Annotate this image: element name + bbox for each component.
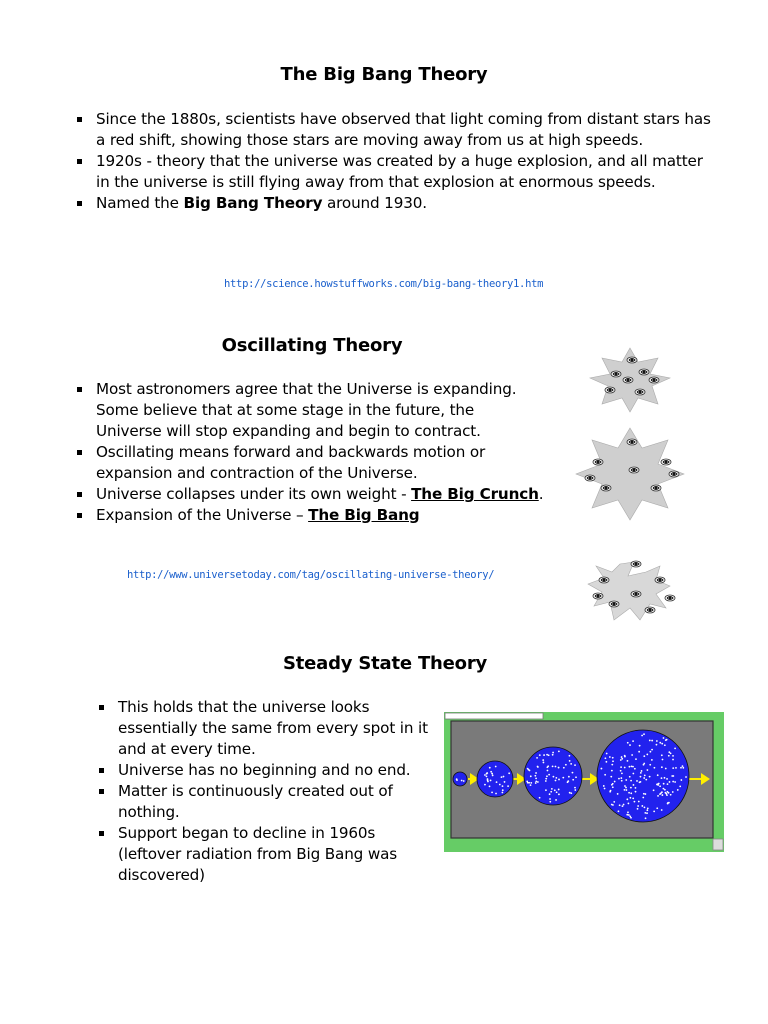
star-dot [646, 769, 648, 771]
star-dot [628, 792, 630, 794]
star-dot [537, 781, 539, 783]
star-dot [627, 742, 629, 744]
star-dot [502, 785, 504, 787]
star-dot [641, 735, 643, 737]
star-dot [612, 786, 614, 788]
star-dot [556, 791, 558, 793]
star-dot [484, 784, 486, 786]
star-dot [545, 780, 547, 782]
star-dot [463, 780, 465, 782]
star-dot [504, 781, 506, 783]
steady-state-bullets [96, 697, 441, 886]
star-dot [552, 754, 554, 756]
star-dot [548, 754, 550, 756]
star-dot [640, 776, 642, 778]
star-dot [621, 772, 623, 774]
oscillating-source-link[interactable]: http://www.universetoday.com/tag/oscillating-universe-theory/ [127, 569, 495, 581]
star-dot [672, 759, 674, 761]
star-dot [674, 781, 676, 783]
star-dot [674, 747, 676, 749]
star-dot [661, 777, 663, 779]
star-dot [609, 791, 611, 793]
star-dot [610, 776, 612, 778]
star-dot [632, 797, 634, 799]
star-dot [661, 794, 663, 796]
big-bang-source-link[interactable]: http://science.howstuffworks.com/big-bang-theory1.htm [224, 278, 544, 290]
star-dot [490, 780, 492, 782]
star-dot [646, 812, 648, 814]
star-dot [649, 751, 651, 753]
star-dot [663, 783, 665, 785]
star-dot [555, 777, 557, 779]
bullet-text: . [538, 485, 544, 503]
star-dot [492, 775, 494, 777]
star-dot [664, 744, 666, 746]
star-dot [667, 783, 669, 785]
bullet-text: around 1930. [322, 194, 427, 212]
star-dot [534, 775, 536, 777]
star-dot [644, 793, 646, 795]
star-dot [626, 789, 628, 791]
star-dot [628, 814, 630, 816]
star-dot [634, 801, 636, 803]
star-dot [572, 779, 574, 781]
star-dot [549, 801, 551, 803]
star-dot [641, 805, 643, 807]
star-dot [659, 793, 661, 795]
star-dot [685, 776, 687, 778]
bullet-text: Expansion of the Universe – [96, 506, 309, 524]
star-dot [649, 776, 651, 778]
star-dot [630, 817, 632, 819]
star-dot [487, 779, 489, 781]
star-dot [562, 777, 564, 779]
star-dot [489, 785, 491, 787]
star-dot [630, 780, 632, 782]
star-dot [539, 754, 541, 756]
star-dot [567, 780, 569, 782]
star-dot [664, 777, 666, 779]
star-dot [539, 797, 541, 799]
star-dot [558, 793, 560, 795]
star-dot [666, 778, 668, 780]
star-dot [643, 777, 645, 779]
star-dot [617, 793, 619, 795]
star-dot [643, 793, 645, 795]
star-dot [677, 789, 679, 791]
galaxy-cluster-contracted [590, 348, 670, 412]
star-dot [671, 775, 673, 777]
star-dot [555, 799, 557, 801]
star-dot [668, 792, 670, 794]
star-dot [654, 767, 656, 769]
star-dot [630, 787, 632, 789]
bullet-text: Universe collapses under its own weight - [96, 485, 412, 503]
galaxy-cluster-expanded [576, 428, 684, 520]
star-dot [672, 781, 674, 783]
list-item: This holds that the universe looks essentially the same from every spot in it and at every time. [96, 697, 441, 760]
star-dot [558, 789, 560, 791]
star-dot [635, 791, 637, 793]
star-dot [670, 794, 672, 796]
star-dot [486, 776, 488, 778]
big-bang-bullets [74, 109, 714, 214]
star-dot [672, 791, 674, 793]
star-dot [635, 758, 637, 760]
star-dot [530, 775, 532, 777]
star-dot [643, 763, 645, 765]
star-dot [489, 767, 491, 769]
star-dot [651, 740, 653, 742]
star-dot [656, 744, 658, 746]
star-dot [563, 767, 565, 769]
star-dot [623, 804, 625, 806]
star-dot [633, 784, 635, 786]
star-dot [611, 764, 613, 766]
star-dot [558, 767, 560, 769]
star-dot [646, 754, 648, 756]
star-dot [644, 806, 646, 808]
bullet-text: Named the [96, 194, 184, 212]
list-item: Oscillating means forward and backwards motion or expansion and contraction of the Universe. [74, 442, 544, 484]
list-item: 1920s - theory that the universe was created by a huge explosion, and all matter in the universe is still flying away from that explosion at enormous speeds. [74, 151, 714, 193]
star-dot [632, 773, 634, 775]
star-dot [545, 789, 547, 791]
star-dot [535, 780, 537, 782]
star-dot [644, 812, 646, 814]
oscillating-title: Oscillating Theory [221, 335, 403, 356]
star-dot [490, 771, 492, 773]
star-dot [491, 773, 493, 775]
star-dot [569, 792, 571, 794]
star-dot [574, 789, 576, 791]
star-dot [574, 787, 576, 789]
star-dot [611, 770, 613, 772]
star-dot [618, 778, 620, 780]
star-dot [635, 787, 637, 789]
star-dot [554, 789, 556, 791]
star-dot [570, 792, 572, 794]
list-item [74, 484, 544, 505]
star-dot [569, 760, 571, 762]
star-dot [535, 777, 537, 779]
star-dot [546, 775, 548, 777]
star-dot [568, 776, 570, 778]
star-dot [643, 733, 645, 735]
star-dot [547, 770, 549, 772]
star-dot [653, 811, 655, 813]
star-dot [501, 776, 503, 778]
star-dot [638, 801, 640, 803]
star-dot [491, 791, 493, 793]
star-dot [665, 768, 667, 770]
star-dot [551, 788, 553, 790]
star-dot [636, 780, 638, 782]
star-dot [639, 745, 641, 747]
star-dot [661, 791, 663, 793]
star-dot [644, 775, 646, 777]
big-bang-title: The Big Bang Theory [280, 64, 488, 85]
star-dot [682, 767, 684, 769]
star-dot [624, 767, 626, 769]
star-dot [508, 772, 510, 774]
star-dot [682, 765, 684, 767]
star-dot [657, 774, 659, 776]
star-dot [624, 785, 626, 787]
steady-state-title: Steady State Theory [282, 653, 488, 674]
star-dot [601, 768, 603, 770]
star-dot [645, 817, 647, 819]
star-dot [638, 751, 640, 753]
bullet-bold-term: The Big Crunch [411, 485, 539, 503]
star-dot [552, 765, 554, 767]
star-dot [503, 776, 505, 778]
star-dot [675, 767, 677, 769]
star-dot [621, 756, 623, 758]
star-dot [553, 776, 555, 778]
star-dot [662, 759, 664, 761]
star-dot [661, 754, 663, 756]
star-dot [665, 739, 667, 741]
star-dot [613, 801, 615, 803]
star-dot [552, 752, 554, 754]
star-dot [646, 809, 648, 811]
list-item [74, 505, 544, 526]
star-dot [645, 779, 647, 781]
star-dot [620, 777, 622, 779]
star-dot [634, 768, 636, 770]
star-dot [659, 785, 661, 787]
star-dot [612, 783, 614, 785]
bullet-bold-term: The Big Bang [308, 506, 420, 524]
star-dot [546, 754, 548, 756]
star-dot [499, 784, 501, 786]
star-dot [661, 743, 663, 745]
star-dot [486, 772, 488, 774]
star-dot [653, 789, 655, 791]
star-dot [649, 764, 651, 766]
star-dot [643, 755, 645, 757]
star-dot [527, 768, 529, 770]
star-dot [679, 785, 681, 787]
star-dot [526, 781, 528, 783]
star-dot [641, 770, 643, 772]
star-dot [558, 779, 560, 781]
star-dot [663, 788, 665, 790]
bullet-bold-term: Big Bang Theory [183, 194, 323, 212]
star-dot [574, 764, 576, 766]
star-dot [575, 776, 577, 778]
star-dot [639, 781, 641, 783]
star-dot [656, 807, 658, 809]
star-dot [680, 767, 682, 769]
sphere [453, 772, 467, 786]
star-dot [501, 792, 503, 794]
star-dot [657, 795, 659, 797]
star-dot [570, 763, 572, 765]
star-dot [612, 757, 614, 759]
star-dot [612, 760, 614, 762]
star-dot [658, 783, 660, 785]
star-dot [665, 793, 667, 795]
star-dot [550, 791, 552, 793]
star-dot [629, 766, 631, 768]
star-dot [632, 740, 634, 742]
star-dot [484, 774, 486, 776]
star-dot [622, 805, 624, 807]
star-dot [502, 789, 504, 791]
star-dot [630, 792, 632, 794]
star-dot [609, 756, 611, 758]
star-dot [535, 782, 537, 784]
star-dot [629, 797, 631, 799]
star-dot [555, 766, 557, 768]
star-dot [661, 766, 663, 768]
oscillating-diagram [570, 340, 690, 630]
star-dot [530, 782, 532, 784]
star-dot [614, 781, 616, 783]
star-dot [548, 774, 550, 776]
star-dot [642, 797, 644, 799]
star-dot [631, 765, 633, 767]
star-dot [625, 787, 627, 789]
star-dot [603, 785, 605, 787]
star-dot [604, 757, 606, 759]
star-dot [565, 764, 567, 766]
list-item: Matter is continuously created out of nothing. [96, 781, 441, 823]
star-dot [621, 780, 623, 782]
star-dot [624, 755, 626, 757]
star-dot [637, 808, 639, 810]
list-item: Support began to decline in 1960s (leftover radiation from Big Bang was discovered) [96, 823, 441, 886]
star-dot [631, 754, 633, 756]
star-dot [647, 807, 649, 809]
star-dot [618, 810, 620, 812]
star-dot [569, 755, 571, 757]
list-item: Most astronomers agree that the Universe is expanding. Some believe that at some stage in the future, the Universe will stop expanding and begin to contract. [74, 379, 544, 442]
list-item [74, 193, 714, 214]
star-dot [549, 793, 551, 795]
star-dot [627, 803, 629, 805]
star-dot [461, 780, 463, 782]
star-dot [530, 784, 532, 786]
star-dot [620, 766, 622, 768]
oscillating-bullets [74, 379, 544, 526]
star-dot [549, 798, 551, 800]
star-dot [604, 788, 606, 790]
star-dot [612, 804, 614, 806]
star-dot [651, 759, 653, 761]
list-item: Universe has no beginning and no end. [96, 760, 441, 781]
star-dot [629, 776, 631, 778]
star-dot [555, 780, 557, 782]
star-dot [558, 750, 560, 752]
star-dot [606, 753, 608, 755]
star-dot [669, 781, 671, 783]
star-dot [535, 772, 537, 774]
star-dot [672, 767, 674, 769]
star-dot [456, 779, 458, 781]
star-dot [496, 781, 498, 783]
star-dot [680, 779, 682, 781]
star-dot [668, 751, 670, 753]
star-dot [543, 754, 545, 756]
star-dot [621, 758, 623, 760]
star-dot [663, 737, 665, 739]
star-dot [627, 811, 629, 813]
star-dot [627, 760, 629, 762]
star-dot [640, 772, 642, 774]
star-dot [637, 805, 639, 807]
star-dot [543, 762, 545, 764]
star-dot [651, 749, 653, 751]
star-dot [495, 793, 497, 795]
star-dot [661, 809, 663, 811]
star-dot [672, 755, 674, 757]
star-dot [664, 789, 666, 791]
star-dot [507, 785, 509, 787]
steady-state-diagram [444, 712, 724, 852]
star-dot [620, 770, 622, 772]
star-dot [625, 779, 627, 781]
galaxy-cluster-collapsing [588, 561, 675, 620]
star-dot [629, 744, 631, 746]
star-dot [605, 761, 607, 763]
star-dot [536, 757, 538, 759]
star-dot [626, 798, 628, 800]
star-dot [624, 789, 626, 791]
star-dot [626, 814, 628, 816]
star-dot [572, 772, 574, 774]
star-dot [656, 740, 658, 742]
list-item: Since the 1880s, scientists have observed that light coming from distant stars has a red shift, showing those stars are moving away from us at high speeds. [74, 109, 714, 151]
star-dot [604, 774, 606, 776]
star-dot [619, 804, 621, 806]
star-dot [547, 765, 549, 767]
star-dot [537, 766, 539, 768]
star-dot [659, 742, 661, 744]
star-dot [542, 759, 544, 761]
star-dot [495, 766, 497, 768]
star-dot [545, 778, 547, 780]
star-dot [667, 802, 669, 804]
star-dot [668, 755, 670, 757]
star-dot [649, 740, 651, 742]
star-dot [620, 759, 622, 761]
